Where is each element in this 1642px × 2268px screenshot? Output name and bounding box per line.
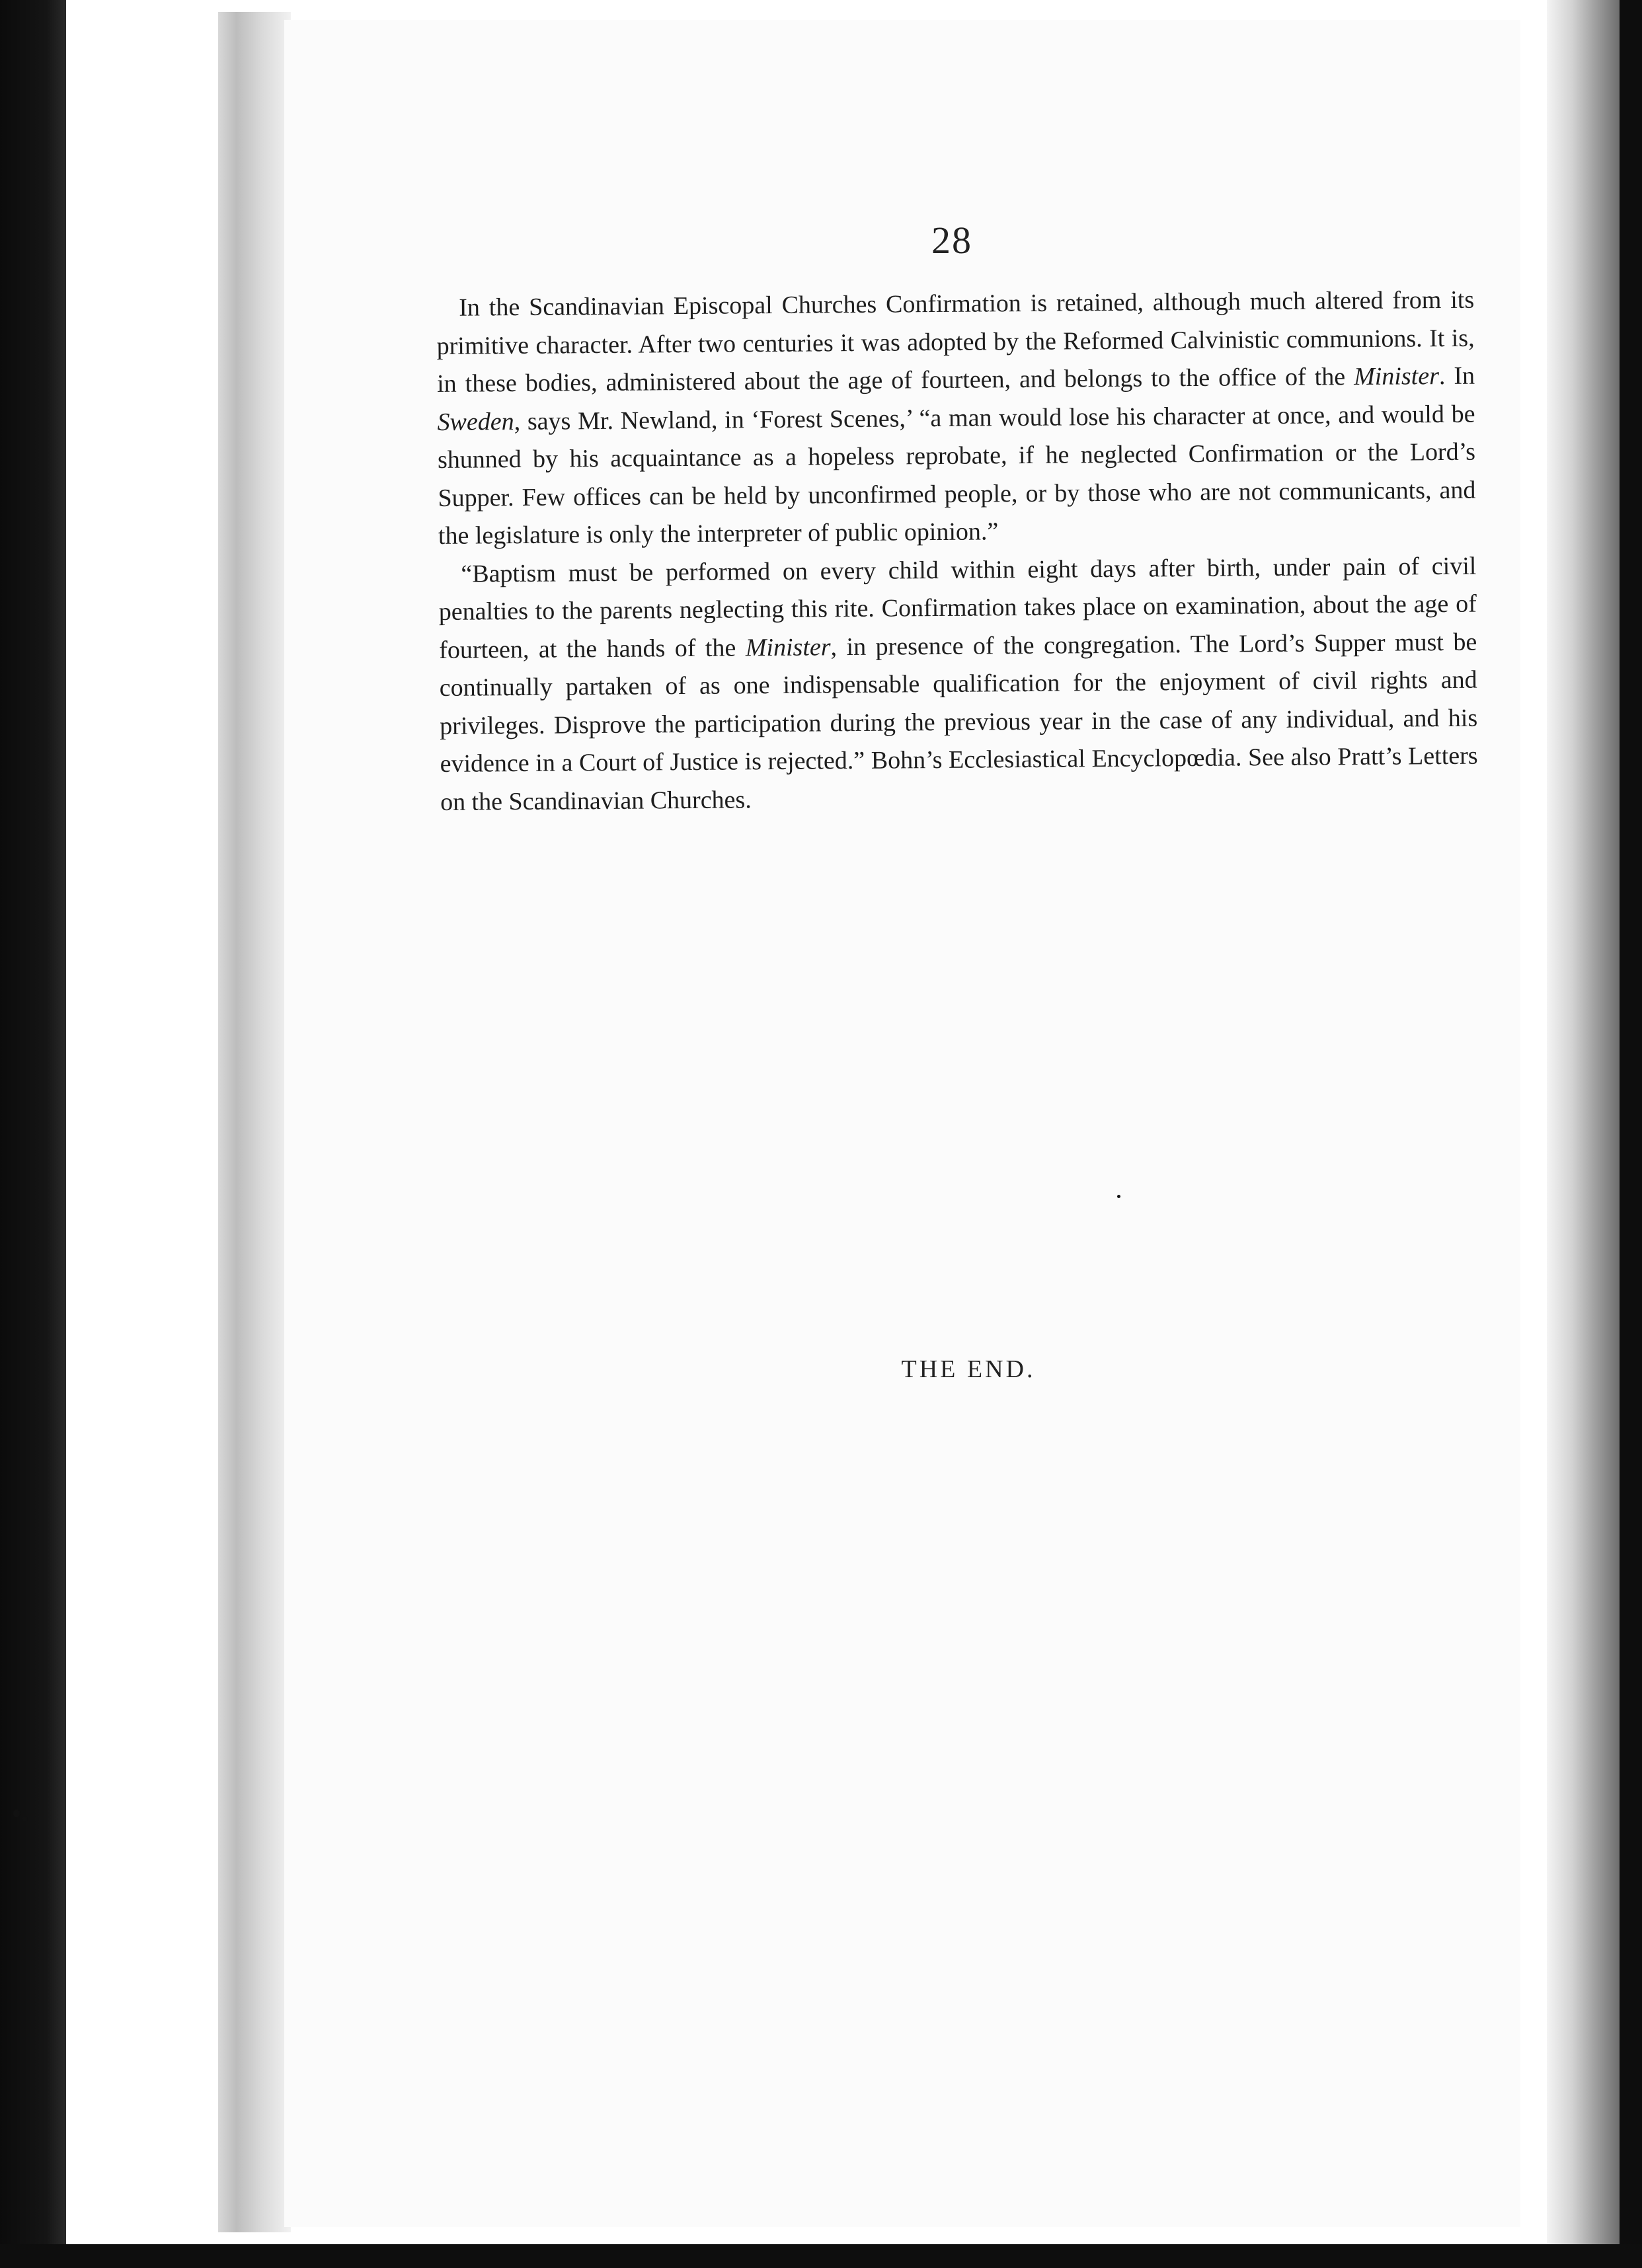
the-end-heading: THE END. <box>901 1355 1036 1383</box>
binding-shadow <box>218 12 291 2232</box>
scan-speck <box>1117 1195 1120 1198</box>
italic-sweden: Sweden <box>437 407 514 436</box>
page-body-text <box>436 282 1478 821</box>
scan-border-right <box>1620 0 1642 2268</box>
scan-speck <box>13 1809 20 1817</box>
italic-minister: Minister <box>745 632 831 662</box>
page-edge-shadow-right <box>1547 0 1620 2268</box>
paragraph-baptism-quote: “Baptism must be performed on every child within eight days after birth, under pain of civil penalties to the parents neglecting this rite. Confirmation takes place on examination, about the age of fourteen, at the hands of the Minister, in presence of the congregation. The Lord’s Supper must be continually partaken of as one indispensable qualification for the enjoyment of civil rights and privileges. Disprove the participation during the previous year in the case of any individual, and his evidence in a Court of Justice is rejected.” Bohn’s Ecclesiastical Encyclopœdia. See also Pratt’s Letters on the Scandinavian Churches. <box>438 552 1478 816</box>
paragraph-scandinavian-churches: In the Scandinavian Episcopal Churches Confirmation is retained, although much altered from its primitive character. After two centuries it was adopted by the Reformed Calvinistic communions. It is, in these bodies, administered about the age of fourteen, and belongs to the office of the Minister. In Sweden, says Mr. Newland, in ‘Forest Scenes,’ “a man would lose his character at once, and would be shunned by his acquaintance as a hopeless reprobate, if he neglected Confirmation or the Lord’s Supper. Few offices can be held by unconfirmed people, or by those who are not communicants, and the legislature is only the interpreter of public opinion.” <box>436 285 1476 550</box>
page-number: 28 <box>931 219 972 262</box>
scan-border-bottom <box>0 2244 1642 2268</box>
scan-border-left <box>0 0 66 2268</box>
scan-speck <box>22 1816 28 1821</box>
italic-minister: Minister <box>1353 362 1440 391</box>
